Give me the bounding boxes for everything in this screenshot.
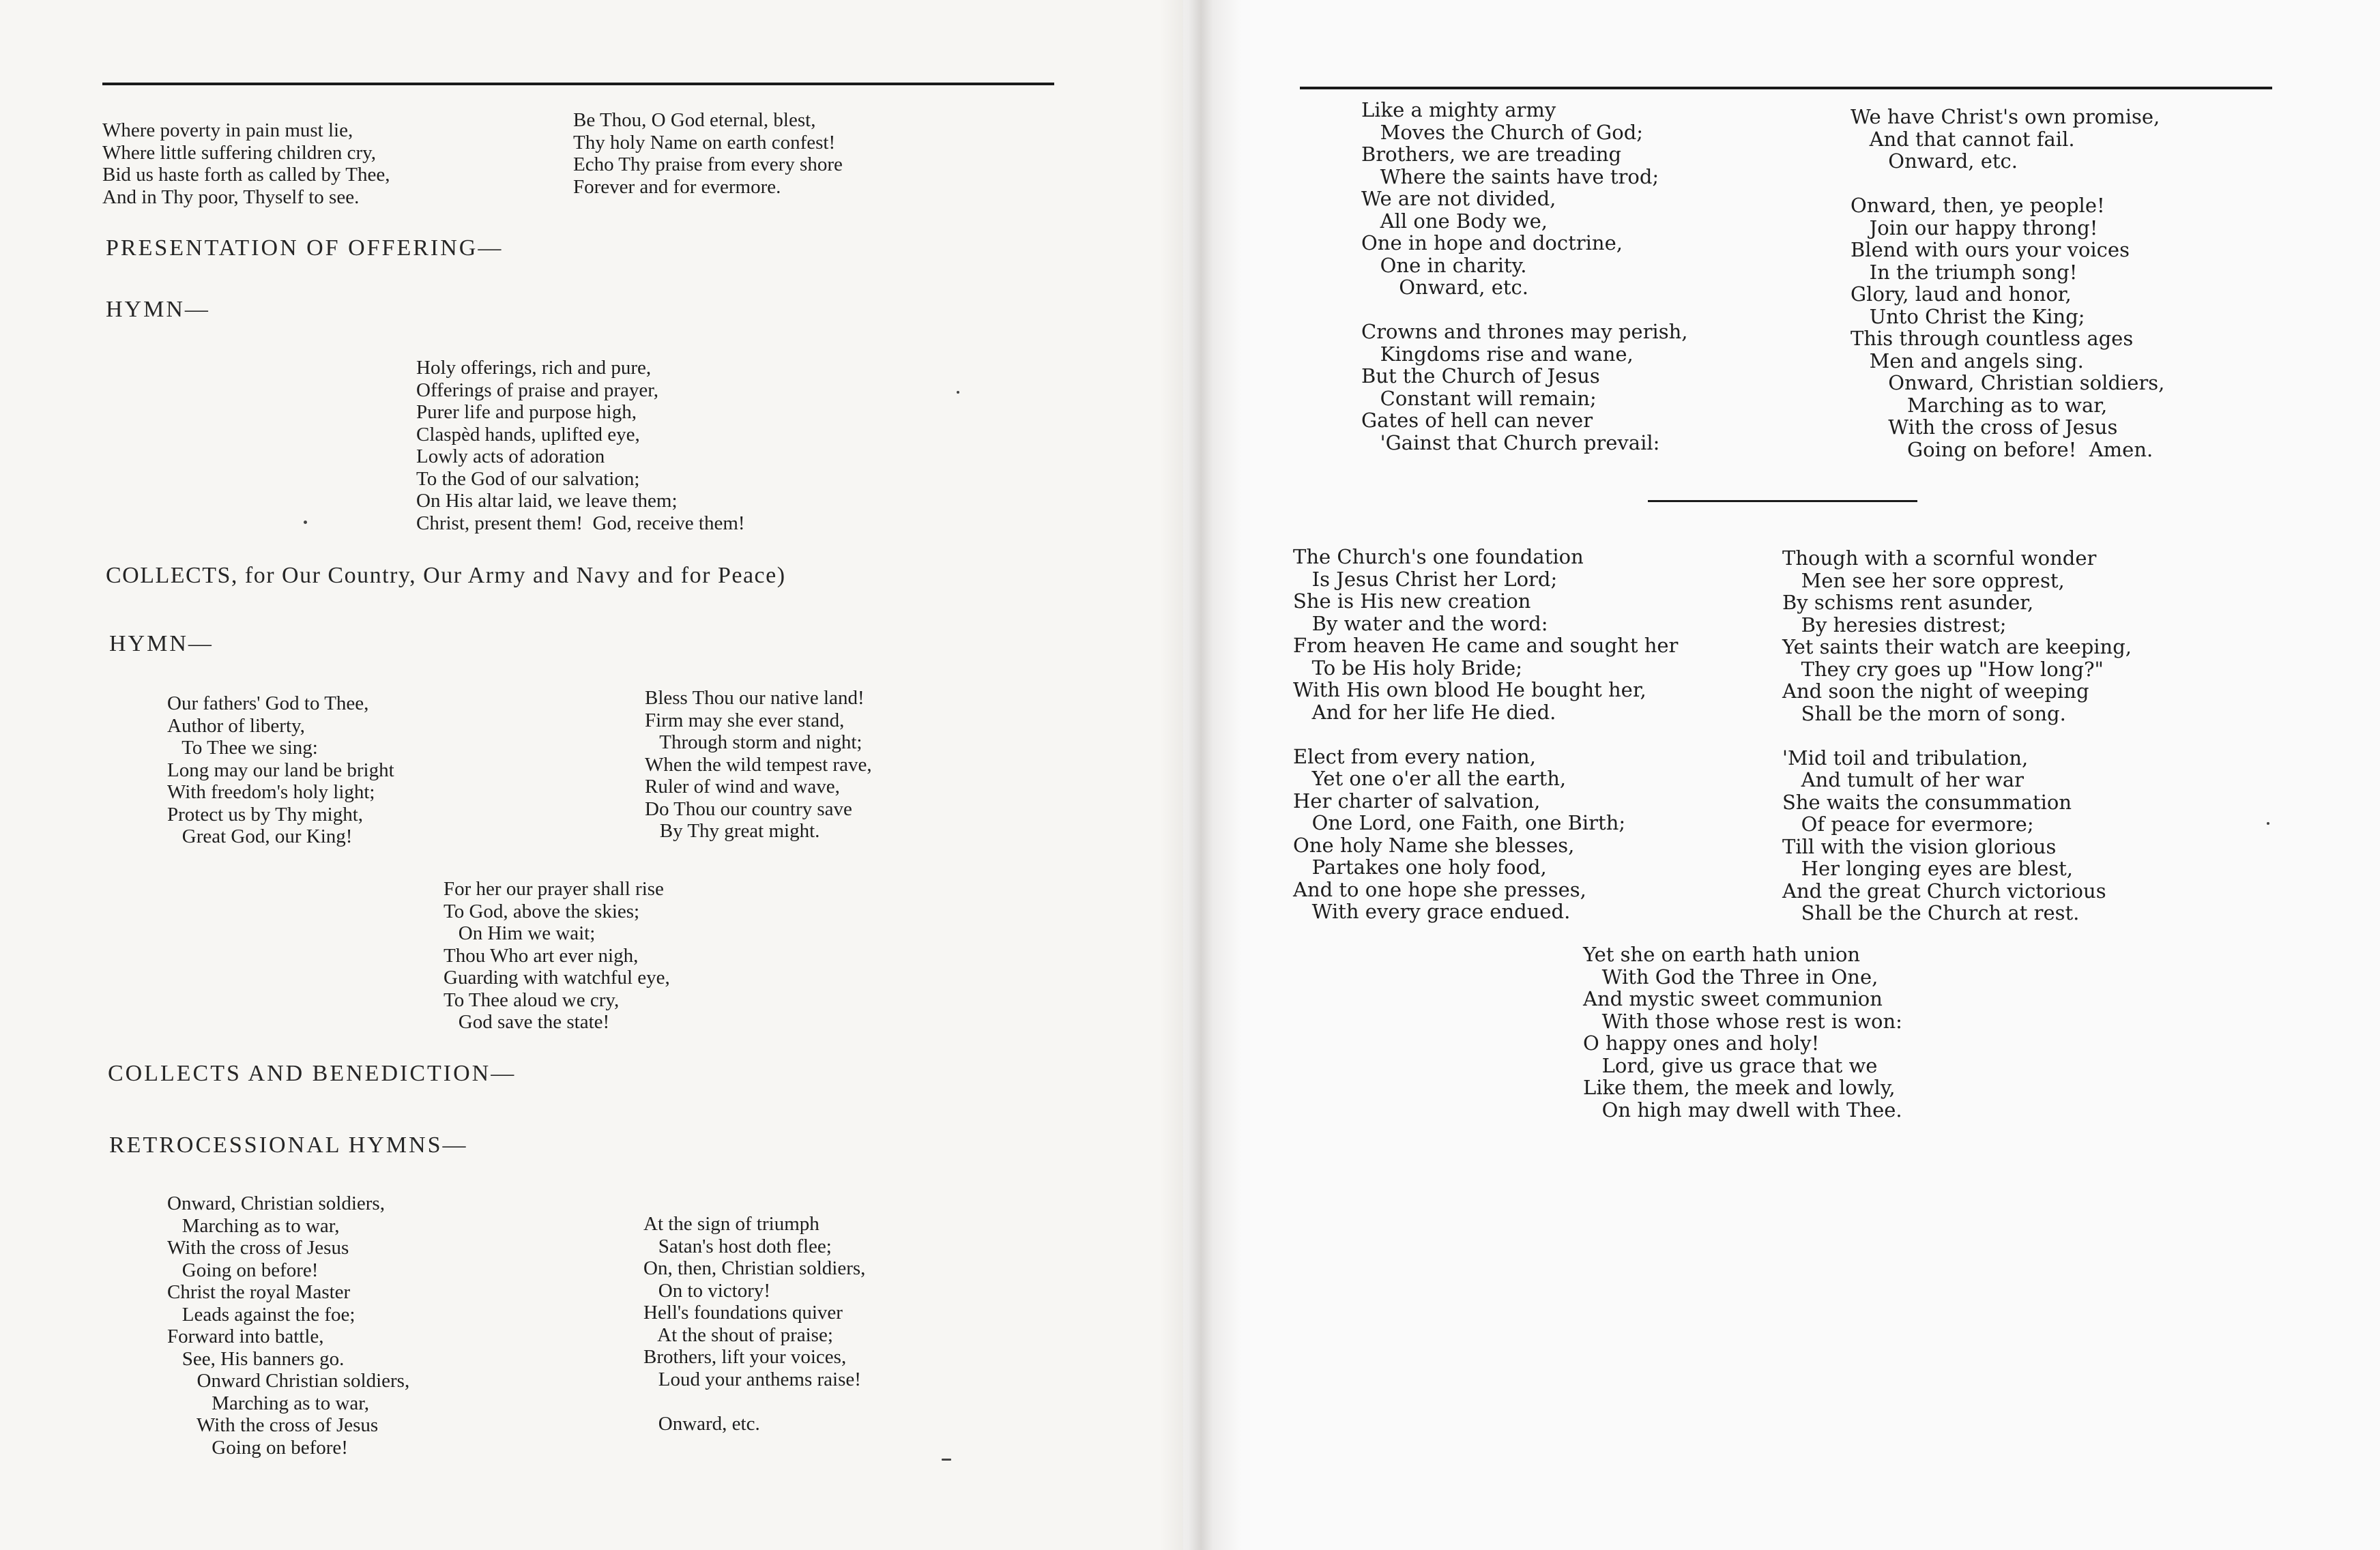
book-spine-shadow [1160,0,1242,1550]
paper-speck [2267,822,2269,825]
country-hymn-verse1: Our fathers' God to Thee, Author of liberty, To Thee we sing: Long may our land be bright With freedom's holy light; Protect us by Thy might, Great God, our King! [167,692,394,847]
onward-cont-col2: We have Christ's own promise, And that cannot fail. Onward, etc. Onward, then, ye people! Join our happy throng! Blend with ours your voices In the triumph song! Glory, laud and honor, Unto Christ the King; This through countless ages Men and angels sing. Onward, Christian soldiers, Marching as to war, With the cross of Jesus Going on before! Amen. [1851,105,2165,461]
heading-retrocessional: RETROCESSIONAL HYMNS— [109,1132,468,1158]
paper-speck [304,521,307,524]
top-verse-col2: Be Thou, O God eternal, blest, Thy holy Name on earth confest! Echo Thy praise from every shore Forever and for evermore. [573,109,843,198]
country-hymn-verse3: For her our prayer shall rise To God, above the skies; On Him we wait; Thou Who art ever nigh, Guarding with watchful eye, To Thee aloud we cry, God save the state! [444,878,670,1033]
offering-hymn: Holy offerings, rich and pure, Offerings of praise and prayer, Purer life and purpose high, Claspèd hands, uplifted eye, Lowly acts of adoration To the God of our salvation; On His altar laid, we leave them; Christ, present them! God, receive them! [416,357,745,534]
onward-hymn-verse1: Onward, Christian soldiers, Marching as to war, With the cross of Jesus Going on before! Christ the royal Master Leads against the foe; Forward into battle, See, His banners go. Onward Christian soldiers, Marching as to war, With the cross of Jesus Going on before! [167,1193,410,1459]
top-verse-col1: Where poverty in pain must lie, Where little suffering children cry, Bid us haste forth as called by Thee, And in Thy poor, Thyself to see. [102,119,390,208]
paper-speck [942,1459,951,1461]
heading-collects: COLLECTS, for Our Country, Our Army and Navy and for Peace) [106,563,786,588]
heading-benediction: COLLECTS AND BENEDICTION— [108,1061,517,1086]
paper-speck [957,391,959,394]
top-rule-left [102,83,1054,85]
onward-hymn-verse2: At the sign of triumph Satan's host doth flee; On, then, Christian soldiers, On to victory! Hell's foundations quiver At the shout of praise; Brothers, lift your voices, Loud your anthems raise! Onward, etc. [643,1213,866,1435]
foundation-hymn-col1: The Church's one foundation Is Jesus Christ her Lord; She is His new creation By water and the word: From heaven He came and sought her To be His holy Bride; With His own blood He bought her, And for her life He died. Elect from every nation, Yet one o'er all the earth, Her charter of salvation, One Lord, one Faith, one Birth; One holy Name she blesses, Partakes one holy food, And to one hope she presses, With every grace endued. [1293,545,1679,923]
heading-hymn-1: HYMN— [106,297,210,322]
foundation-hymn-col2: Though with a scornful wonder Men see her sore opprest, By schisms rent asunder, By heresies distrest; Yet saints their watch are keeping, They cry goes up "How long?" And soon the night of weeping Shall be the morn of song. 'Mid toil and tribulation, And tumult of her war She waits the consummation Of peace for evermore; Till with the vision glorious Her longing eyes are blest, And the great Church victorious Shall be the Church at rest. [1782,546,2132,924]
section-divider [1648,500,1917,502]
onward-cont-col1: Like a mighty army Moves the Church of God; Brothers, we are treading Where the saints have trod; We are not divided, All one Body we, One in hope and doctrine, One in charity. Onward, etc. Crowns and thrones may perish, Kingdoms rise and wane, But the Church of Jesus Constant will remain; Gates of hell can never 'Gainst that Church prevail: [1361,98,1688,454]
country-hymn-verse2: Bless Thou our native land! Firm may she ever stand, Through storm and night; When the wild tempest rave, Ruler of wind and wave, Do Thou our country save By Thy great might. [645,687,872,842]
heading-hymn-2: HYMN— [109,631,214,656]
foundation-hymn-final: Yet she on earth hath union With God the Three in One, And mystic sweet communion With those whose rest is won: O happy ones and holy! Lord, give us grace that we Like them, the meek and lowly, On high may dwell with Thee. [1583,943,1902,1122]
heading-offering: PRESENTATION OF OFFERING— [106,235,504,261]
top-rule-right [1300,87,2272,89]
